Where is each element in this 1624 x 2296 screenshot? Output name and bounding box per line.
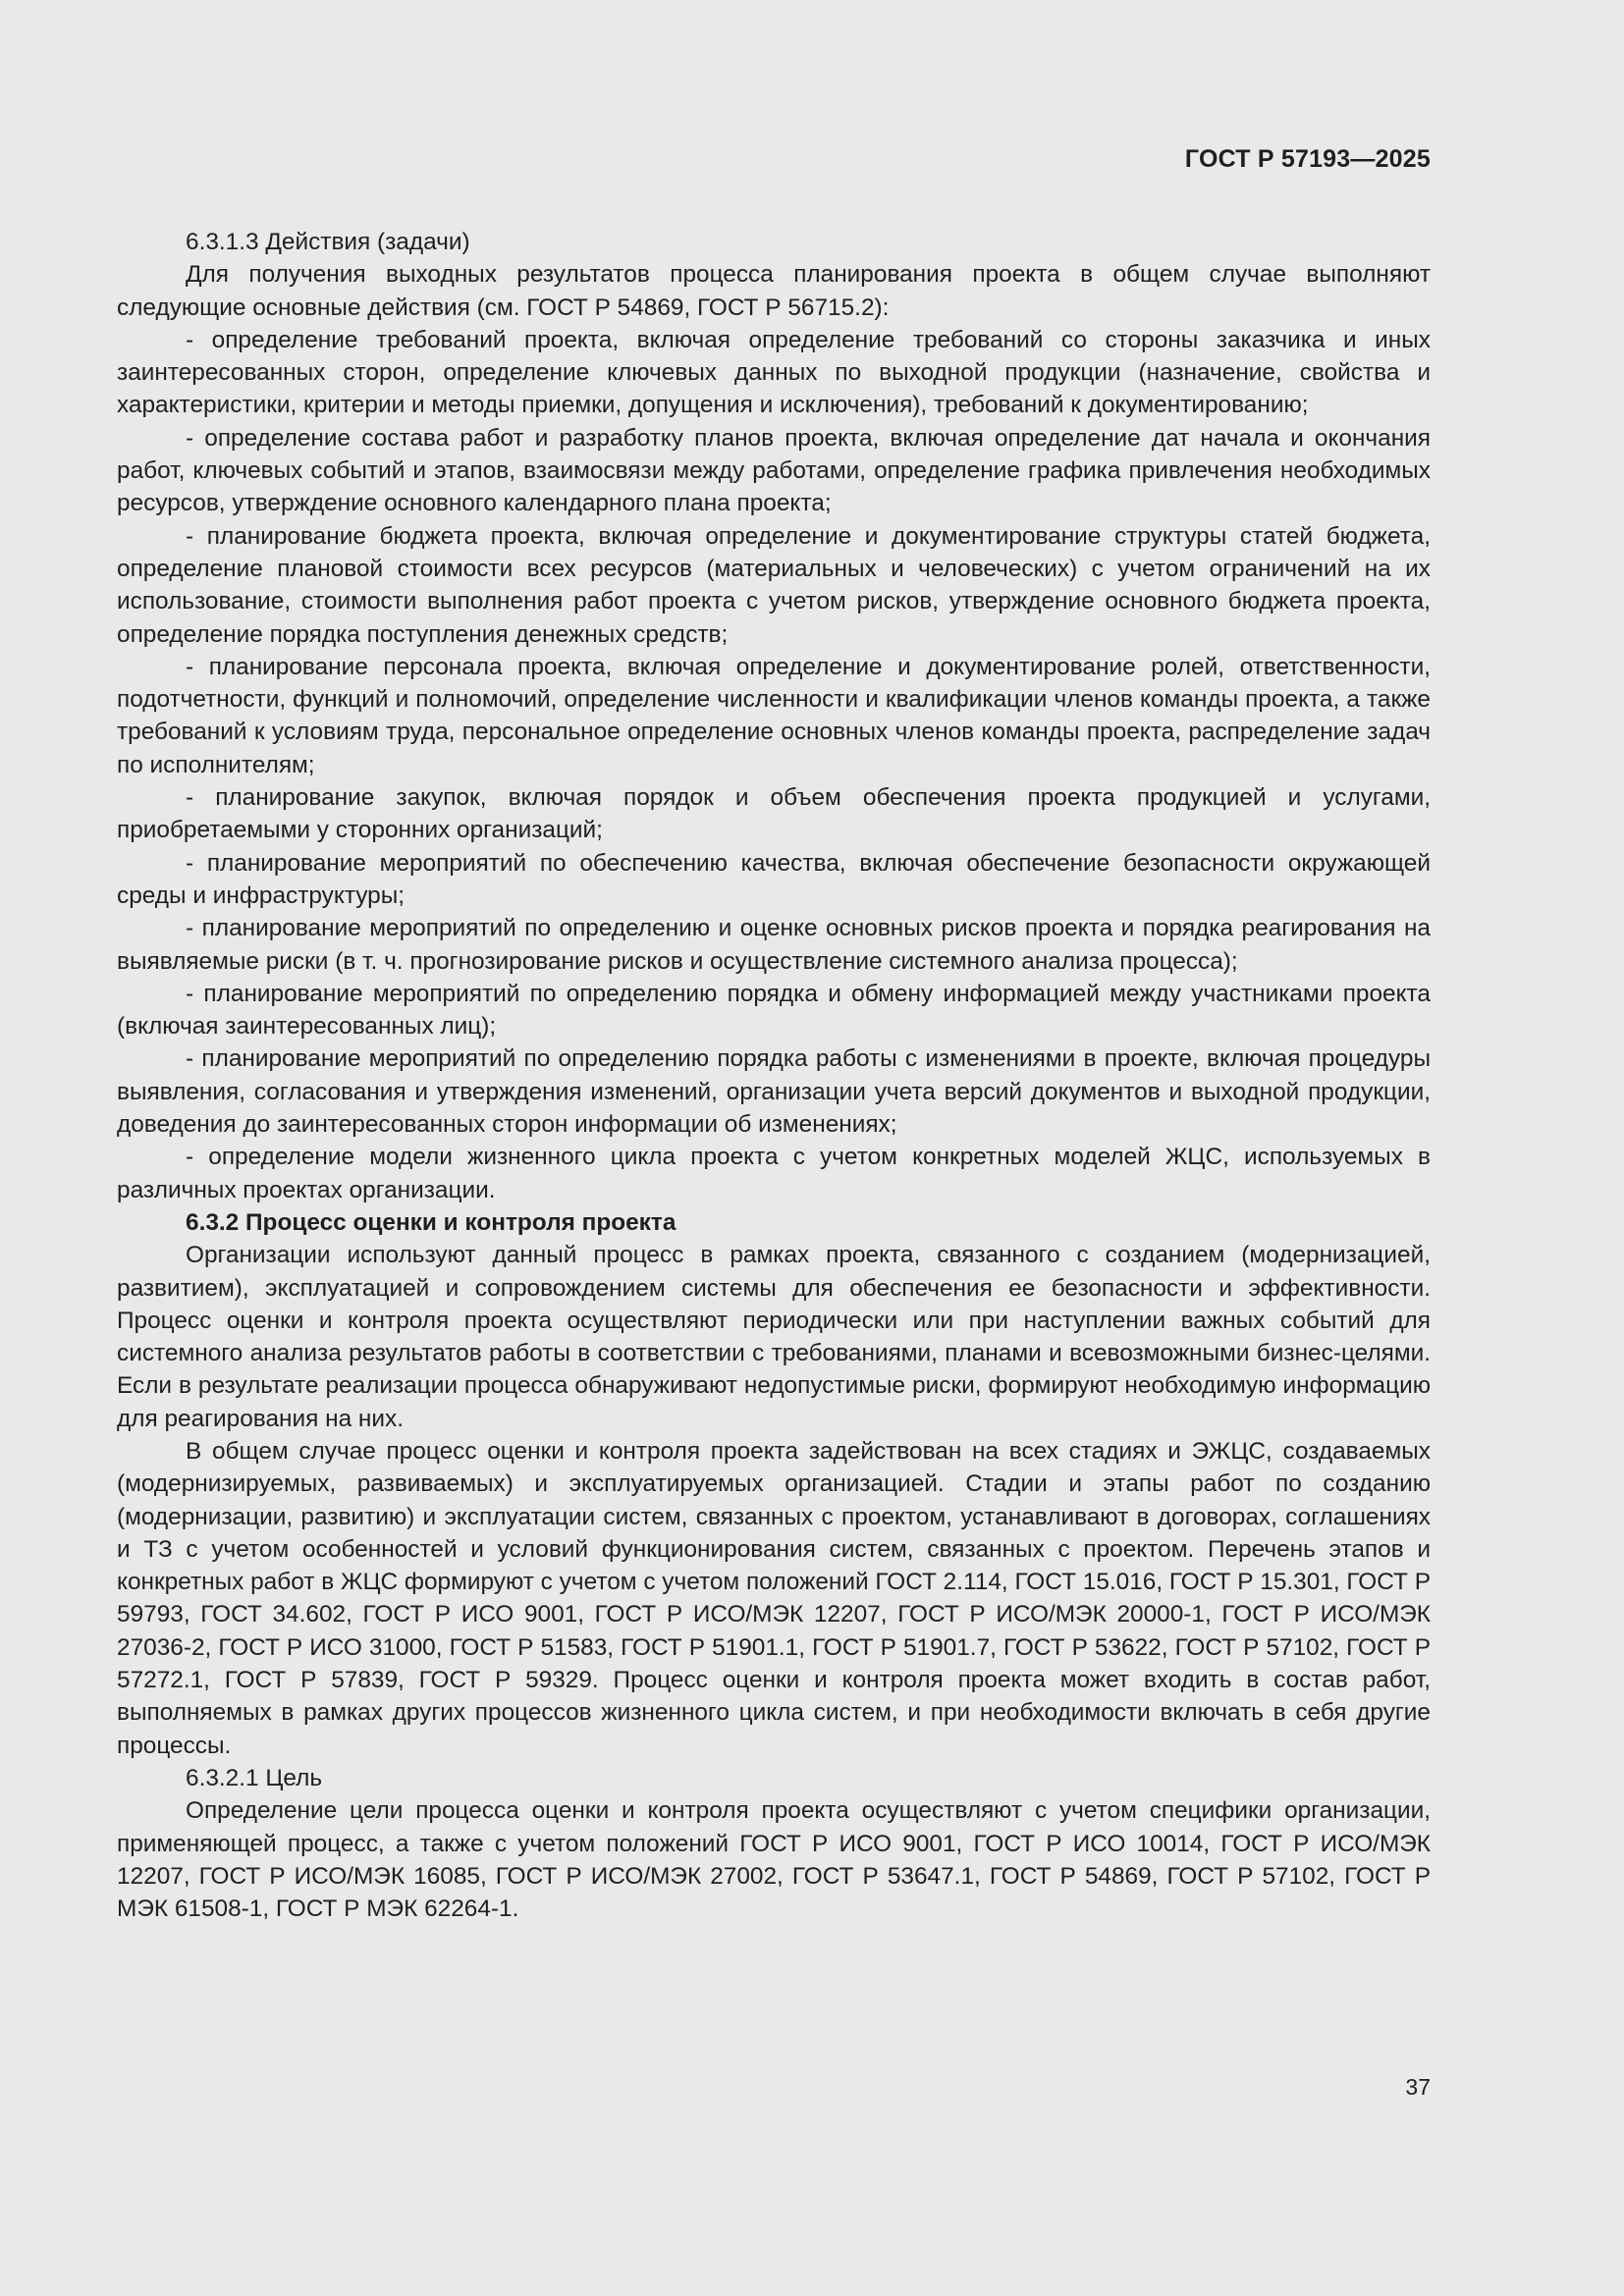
paragraph: - планирование персонала проекта, включая определение и документирование ролей, ответственности, подотчетности, функций и полномочий, определение численности и квалификации членов команды проекта, а также требований к условиям труда, персональное определение основных членов команды проекта, распределение задач по исполнителям; bbox=[117, 653, 1431, 778]
paragraph: 6.3.1.3 Действия (задачи) bbox=[186, 229, 470, 255]
document-body bbox=[117, 226, 1431, 1925]
paragraph: В общем случае процесс оценки и контроля проекта задействован на всех стадиях и ЭЖЦС, создаваемых (модернизируемых, развиваемых) и эксплуатируемых организацией. Стадии и этапы работ по созданию (модернизации, развитию) и эксплуатации систем, связанных с проектом, устанавливают в договорах, соглашениях и ТЗ с учетом особенностей и условий функционирования систем, связанных с проектом. Перечень этапов и конкретных работ в ЖЦС формируют с учетом с учетом положений ГОСТ 2.114, ГОСТ 15.016, ГОСТ Р 15.301, ГОСТ Р 59793, ГОСТ 34.602, ГОСТ Р ИСО 9001, ГОСТ Р ИСО/МЭК 12207, ГОСТ Р ИСО/МЭК 20000-1, ГОСТ Р ИСО/МЭК 27036-2, ГОСТ Р ИСО 31000, ГОСТ Р 51583, ГОСТ Р 51901.1, ГОСТ Р 51901.7, ГОСТ Р 53622, ГОСТ Р 57102, ГОСТ Р 57272.1, ГОСТ Р 57839, ГОСТ Р 59329. Процесс оценки и контроля проекта может входить в состав работ, выполняемых в рамках других процессов жизненного цикла систем, и при необходимости включать в себя другие процессы. bbox=[117, 1437, 1431, 1759]
paragraph: - планирование мероприятий по обеспечению качества, включая обеспечение безопасности окружающей среды и инфраструктуры; bbox=[117, 849, 1431, 909]
paragraph: Определение цели процесса оценки и контроля проекта осуществляют с учетом специфики организации, применяющей процесс, а также с учетом положений ГОСТ Р ИСО 9001, ГОСТ Р ИСО 10014, ГОСТ Р ИСО/МЭК 12207, ГОСТ Р ИСО/МЭК 16085, ГОСТ Р ИСО/МЭК 27002, ГОСТ Р 53647.1, ГОСТ Р 54869, ГОСТ Р 57102, ГОСТ Р МЭК 61508-1, ГОСТ Р МЭК 62264-1. bbox=[117, 1797, 1431, 1923]
paragraph: Организации используют данный процесс в рамках проекта, связанного с созданием (модернизацией, развитием), эксплуатацией и сопровождением системы для обеспечения ее безопасности и эффективности. Процесс оценки и контроля проекта осуществляют периодически или при наступлении важных событий для системного анализа результатов работы в соответствии с требованиями, планами и всевозможными бизнес-целями. Если в результате реализации процесса обнаруживают недопустимые риски, формируют необходимую информацию для реагирования на них. bbox=[117, 1242, 1431, 1432]
section-heading: 6.3.2 Процесс оценки и контроля проекта bbox=[186, 1208, 677, 1236]
paragraph: - определение модели жизненного цикла проекта с учетом конкретных моделей ЖЦС, используемых в различных проектах организации. bbox=[117, 1144, 1431, 1203]
paragraph: - планирование мероприятий по определению порядка работы с изменениями в проекте, включая процедуры выявления, согласования и утверждения изменений, организации учета версий документов и выходной продукции, доведения до заинтересованных сторон информации об изменениях; bbox=[117, 1045, 1431, 1139]
paragraph: - определение требований проекта, включая определение требований со стороны заказчика и иных заинтересованных сторон, определение ключевых данных по выходной продукции (назначение, свойства и характеристики, критерии и методы приемки, допущения и исключения), требований к документированию; bbox=[117, 326, 1431, 419]
paragraph: - определение состава работ и разработку планов проекта, включая определение дат начала и окончания работ, ключевых событий и этапов, взаимосвязи между работами, определение графика привлечения необходимых ресурсов, утверждение основного календарного плана проекта; bbox=[117, 424, 1431, 517]
paragraph: - планирование мероприятий по определению и оценке основных рисков проекта и порядка реагирования на выявляемые риски (в т. ч. прогнозирование рисков и осуществление системного анализа процесса); bbox=[117, 915, 1431, 975]
page-number: 37 bbox=[1405, 2074, 1431, 2100]
paragraph: - планирование бюджета проекта, включая определение и документирование структуры статей бюджета, определение плановой стоимости всех ресурсов (материальных и человеческих) с учетом ограничений на их использование, стоимости выполнения работ проекта с учетом рисков, утверждение основного бюджета проекта, определение порядка поступления денежных средств; bbox=[117, 522, 1431, 648]
paragraph: - планирование закупок, включая порядок и объем обеспечения проекта продукцией и услугами, приобретаемыми у сторонних организаций; bbox=[117, 784, 1431, 844]
paragraph: Для получения выходных результатов процесса планирования проекта в общем случае выполняют следующие основные действия (см. ГОСТ Р 54869, ГОСТ Р 56715.2): bbox=[117, 261, 1431, 321]
paragraph: - планирование мероприятий по определению порядка и обмену информацией между участниками проекта (включая заинтересованных лиц); bbox=[117, 980, 1431, 1041]
paragraph: 6.3.2.1 Цель bbox=[186, 1764, 323, 1791]
document-header: ГОСТ Р 57193—2025 bbox=[1184, 145, 1431, 173]
